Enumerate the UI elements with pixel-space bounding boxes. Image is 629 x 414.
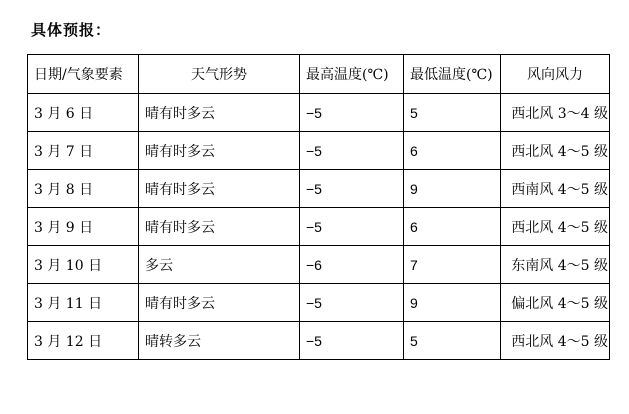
- high-temp-cell: −5: [300, 208, 404, 246]
- weather-cell: 晴有时多云: [139, 94, 300, 132]
- date-cell: 3 月 9 日: [28, 208, 139, 246]
- high-temp-cell: −5: [300, 170, 404, 208]
- wind-cell: 东南风 4～5 级: [501, 246, 610, 284]
- high-temp-cell: −6: [300, 246, 404, 284]
- weather-cell: 晴有时多云: [139, 208, 300, 246]
- column-header-weather: 天气形势: [139, 55, 300, 94]
- wind-cell: 西北风 3～4 级: [501, 94, 610, 132]
- forecast-table-body: [28, 94, 610, 360]
- low-temp-cell: 9: [404, 284, 501, 322]
- column-header-low-temp: 最低温度(℃): [404, 55, 501, 94]
- table-row: [28, 246, 610, 284]
- column-header-date: 日期/气象要素: [28, 55, 139, 94]
- column-header-high-temp: 最高温度(℃): [300, 55, 404, 94]
- table-row: [28, 322, 610, 360]
- forecast-table: [27, 54, 610, 360]
- column-header-wind: 风向风力: [501, 55, 610, 94]
- table-row: [28, 132, 610, 170]
- date-cell: 3 月 11 日: [28, 284, 139, 322]
- weather-cell: 晴有时多云: [139, 284, 300, 322]
- table-row: [28, 208, 610, 246]
- low-temp-cell: 9: [404, 170, 501, 208]
- high-temp-cell: −5: [300, 94, 404, 132]
- table-header-row: [28, 55, 610, 94]
- weather-cell: 晴转多云: [139, 322, 300, 360]
- date-cell: 3 月 12 日: [28, 322, 139, 360]
- table-row: [28, 284, 610, 322]
- weather-cell: 晴有时多云: [139, 132, 300, 170]
- date-cell: 3 月 6 日: [28, 94, 139, 132]
- weather-cell: 晴有时多云: [139, 170, 300, 208]
- wind-cell: 西北风 4～5 级: [501, 132, 610, 170]
- low-temp-cell: 6: [404, 132, 501, 170]
- date-cell: 3 月 7 日: [28, 132, 139, 170]
- wind-cell: 西北风 4～5 级: [501, 208, 610, 246]
- page-title: 具体预报：: [31, 21, 112, 39]
- low-temp-cell: 5: [404, 322, 501, 360]
- weather-cell: 多云: [139, 246, 300, 284]
- table-row: [28, 94, 610, 132]
- date-cell: 3 月 10 日: [28, 246, 139, 284]
- low-temp-cell: 6: [404, 208, 501, 246]
- high-temp-cell: −5: [300, 132, 404, 170]
- low-temp-cell: 5: [404, 94, 501, 132]
- high-temp-cell: −5: [300, 284, 404, 322]
- date-cell: 3 月 8 日: [28, 170, 139, 208]
- high-temp-cell: −5: [300, 322, 404, 360]
- wind-cell: 西北风 4～5 级: [501, 322, 610, 360]
- low-temp-cell: 7: [404, 246, 501, 284]
- wind-cell: 偏北风 4～5 级: [501, 284, 610, 322]
- wind-cell: 西南风 4～5 级: [501, 170, 610, 208]
- table-row: [28, 170, 610, 208]
